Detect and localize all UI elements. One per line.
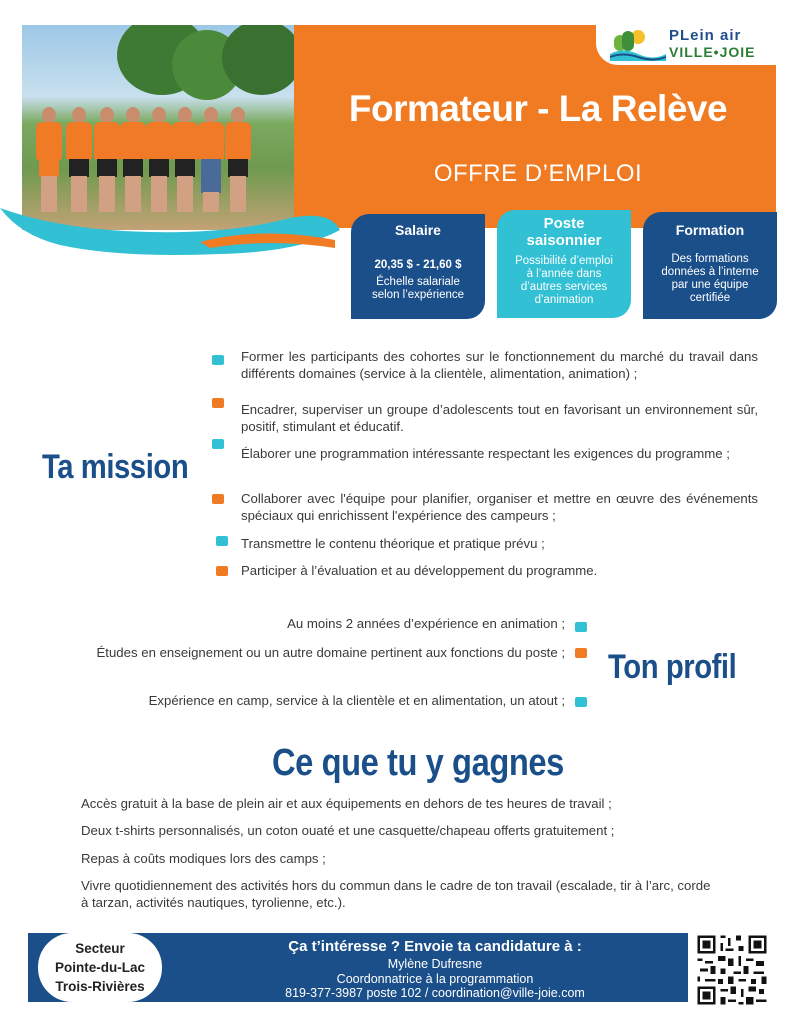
contact-name: Mylène Dufresne (387, 957, 483, 971)
sector-line: Secteur (75, 941, 125, 956)
profil-item: Expérience en camp, service à la clientèle et en alimentation, un atout ; (148, 693, 565, 708)
job-subtitle: OFFRE D’EMPLOI (433, 160, 643, 187)
cta-title: Ça t’intéresse ? Envoie ta candidature à : (288, 938, 582, 955)
ville-joie-logo (608, 27, 668, 63)
bullet-icon (216, 566, 228, 576)
qr-code-icon[interactable] (695, 933, 769, 1007)
bullet-icon (216, 536, 228, 546)
sector-label (38, 939, 162, 996)
mission-item: Former les participants des cohortes sur le fonctionnement du marché du travail dans différents domaines (service à la clientèle, alimentation, animation) ; (241, 349, 758, 381)
card-formation (643, 212, 777, 319)
bullet-icon (212, 355, 224, 365)
bullet-icon (575, 648, 587, 658)
card-line: selon l’expérience (371, 289, 465, 301)
contact-info[interactable]: 819-377-3987 poste 102 / coordination@ville-joie.com (285, 986, 585, 1000)
gain-item: Repas à coûts modiques lors des camps ; (81, 851, 326, 866)
job-title: Formateur - La Relève (348, 88, 728, 129)
profil-item: Au moins 2 années d’expérience en animation ; (287, 616, 565, 631)
mission-item: Transmettre le contenu théorique et pratique prévu ; (241, 536, 545, 551)
sector-line: Pointe-du-Lac (55, 960, 145, 975)
card-line: d’animation (534, 294, 594, 306)
card-title: Salaire (395, 222, 441, 238)
profil-heading: Ton profil (608, 648, 737, 686)
card-line: 20,35 $ - 21,60 $ (374, 259, 462, 271)
gain-item: Deux t-shirts personnalisés, un coton ouaté et une casquette/chapeau offerts gratuitement ; (81, 823, 615, 838)
contact-block (200, 937, 670, 1001)
logo-line-1: PLein air (669, 27, 742, 44)
bullet-icon (212, 439, 224, 449)
gain-item: Accès gratuit à la base de plein air et aux équipements en dehors de tes heures de travail ; (81, 796, 612, 811)
card-poste-saisonnier (497, 210, 631, 318)
card-title: Poste saisonnier (526, 215, 602, 249)
bullet-icon (575, 622, 587, 632)
sector-line: Trois-Rivières (55, 979, 145, 994)
wave-decoration (0, 190, 340, 260)
mission-item: Participer à l’évaluation et au développement du programme. (241, 563, 598, 578)
gain-item: Vivre quotidiennement des activités hors du commun dans le cadre de ton travail (escalade, tir à l’arc, corde à tarzan, activités nautiques, tyrolienne, etc.). (81, 878, 711, 910)
mission-item: Élaborer une programmation intéressante respectant les exigences du programme ; (241, 446, 730, 461)
card-line: Des formations (671, 253, 749, 265)
card-line: données à l’interne (661, 266, 759, 278)
bullet-icon (212, 494, 224, 504)
mission-heading: Ta mission (42, 448, 189, 486)
mission-item: Collaborer avec l'équipe pour planifier, organiser et mettre en œuvre des événements spéciaux qui enrichissent l'expérience des campeurs ; (241, 491, 758, 523)
card-title: Formation (675, 222, 745, 238)
card-line: par une équipe (671, 279, 749, 291)
card-line: Échelle salariale (376, 276, 460, 288)
logo-line-2: VILLE•JOIE (669, 44, 756, 60)
card-line: Possibilité d’emploi (515, 255, 613, 267)
gains-heading: Ce que tu y gagnes (272, 742, 564, 784)
profil-item: Études en enseignement ou un autre domaine pertinent aux fonctions du poste ; (96, 645, 565, 660)
contact-role: Coordonnatrice à la programmation (336, 971, 534, 986)
mission-item: Encadrer, superviser un groupe d’adolescents tout en favorisant un environnement sûr, positif, stimulant et éducatif. (241, 402, 758, 434)
card-line: d’autres services (520, 281, 608, 293)
card-salaire (351, 214, 485, 319)
bullet-icon (212, 398, 224, 408)
card-line: certifiée (689, 292, 731, 304)
card-line: à l’année dans (526, 268, 602, 280)
bullet-icon (575, 697, 587, 707)
logo-wordmark (669, 28, 755, 60)
